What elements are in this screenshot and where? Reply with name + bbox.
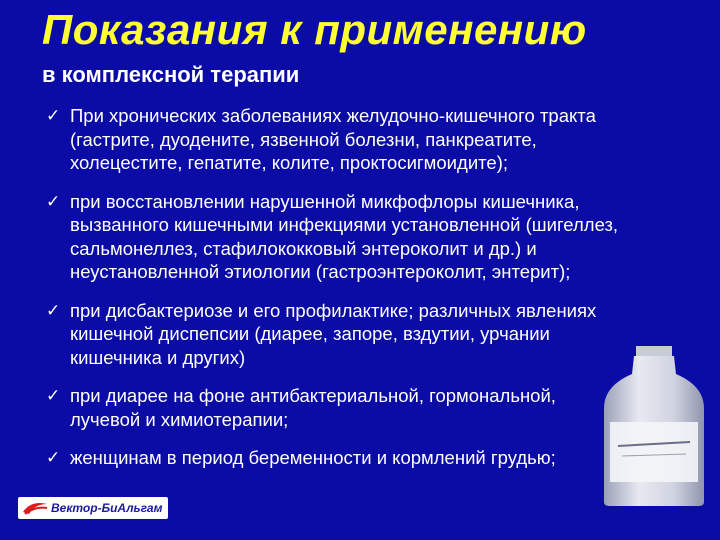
checkmark-icon: ✓ [46, 448, 61, 467]
list-item [46, 104, 680, 175]
list-item [46, 190, 670, 284]
checkmark-icon: ✓ [46, 106, 61, 125]
indications-list [46, 104, 666, 485]
logo-text: Вектор-БиАльгам [51, 501, 163, 515]
slide-subtitle: в комплексной терапии [42, 62, 300, 87]
checkmark-icon: ✓ [46, 300, 61, 320]
product-bottle-image [600, 346, 708, 506]
item-text-first-line: при дисбактериозе и его профилактике; различных явлениях [70, 299, 597, 321]
item-text-rest: кишечной диспепсии (диарее, запоре, вздутии, урчании кишечника и других) [70, 323, 550, 368]
item-text-first-line: При хронических заболеваниях желудочно-кишечного тракта [70, 105, 596, 126]
checkmark-icon: ✓ [46, 386, 61, 405]
item-text-first-line: женщинам в период беременности и кормлений грудью; [70, 447, 556, 468]
item-text-rest: (гастрите, дуодените, язвенной болезни, панкреатите, холецестите, гепатите, колите, проктосигмоидите); [70, 128, 537, 173]
item-text-first-line: при диарее на фоне антибактериальной, гормональной, [70, 385, 556, 406]
logo-mark-icon [21, 500, 49, 516]
item-text-first-line: при восстановлении нарушенной микфофлоры кишечника, [70, 190, 580, 212]
slide-title: Показания к применению [42, 6, 587, 53]
item-text-rest: вызванного кишечными инфекциями установленной (шигеллез, сальмонеллез, стафилококковый энтероколит и др.) и неустановленной этиологии (гастроэнтероколит, энтерит); [70, 214, 619, 282]
item-text-rest: лучевой и химиотерапии; [70, 408, 289, 430]
company-logo [18, 497, 168, 519]
list-item [46, 384, 650, 431]
list-item [46, 446, 650, 470]
checkmark-icon: ✓ [46, 191, 61, 211]
